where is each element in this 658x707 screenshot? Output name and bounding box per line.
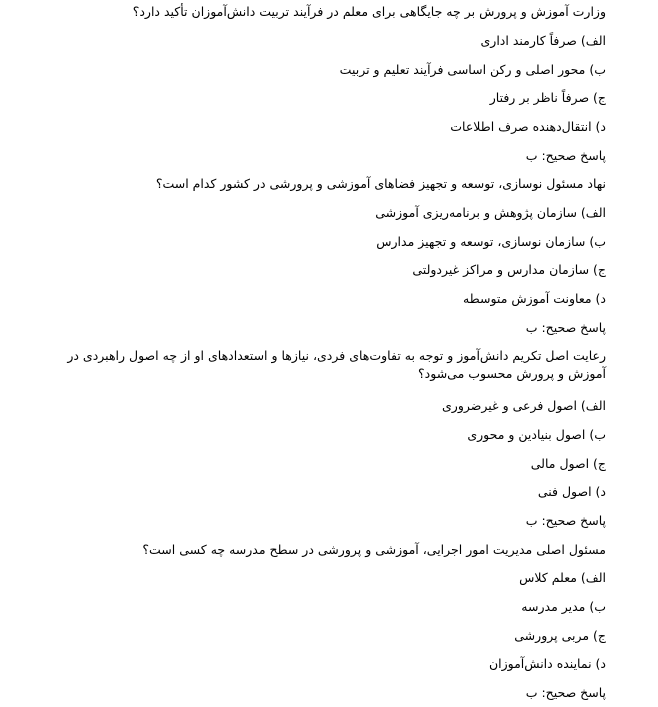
option-be: ب) سازمان نوسازی، توسعه و تجهیز مدارس [376,234,606,249]
option-be: ب) مدیر مدرسه [521,599,606,614]
answer-text: پاسخ صحیح: ب [525,513,606,528]
option-jim: ج) اصول مالی [530,456,606,471]
question-text: نهاد مسئول نوسازی، توسعه و تجهیز فضاهای آموزشی و پرورشی در کشور کدام است؟ [155,176,606,191]
option-dal: د) اصول فنی [537,484,606,499]
option-dal: د) معاونت آموزش متوسطه [463,291,606,306]
option-be: ب) اصول بنیادین و محوری [467,427,606,442]
option-dal: د) نماینده دانش‌آموزان [488,656,606,671]
question-text: مسئول اصلی مدیریت امور اجرایی، آموزشی و پرورشی در سطح مدرسه چه کسی است؟ [142,542,606,557]
option-dal: د) انتقال‌دهنده صرف اطلاعات [450,119,606,134]
option-jim: ج) مربی پرورشی [514,628,606,643]
option-alef: الف) صرفاً کارمند اداری [480,33,606,48]
option-alef: الف) اصول فرعی و غیرضروری [442,398,606,413]
question-text: وزارت آموزش و پرورش بر چه جایگاهی برای معلم در فرآیند تربیت دانش‌آموزان تأکید دارد؟ [132,4,606,19]
question-text: رعایت اصل تکریم دانش‌آموز و توجه به تفاوت‌های فردی، نیازها و استعدادهای او از چه اصول راهبردی در آموزش و پرورش محسوب می‌شود؟ [67,348,606,381]
option-alef: الف) سازمان پژوهش و برنامه‌ریزی آموزشی [375,205,606,220]
option-jim: ج) سازمان مدارس و مراکز غیردولتی [412,262,606,277]
answer-text: پاسخ صحیح: ب [525,148,606,163]
option-be: ب) محور اصلی و رکن اساسی فرآیند تعلیم و تربیت [339,62,606,77]
answer-text: پاسخ صحیح: ب [525,320,606,335]
answer-text: پاسخ صحیح: ب [525,685,606,700]
option-jim: ج) صرفاً ناظر بر رفتار [489,90,606,105]
option-alef: الف) معلم کلاس [519,570,606,585]
